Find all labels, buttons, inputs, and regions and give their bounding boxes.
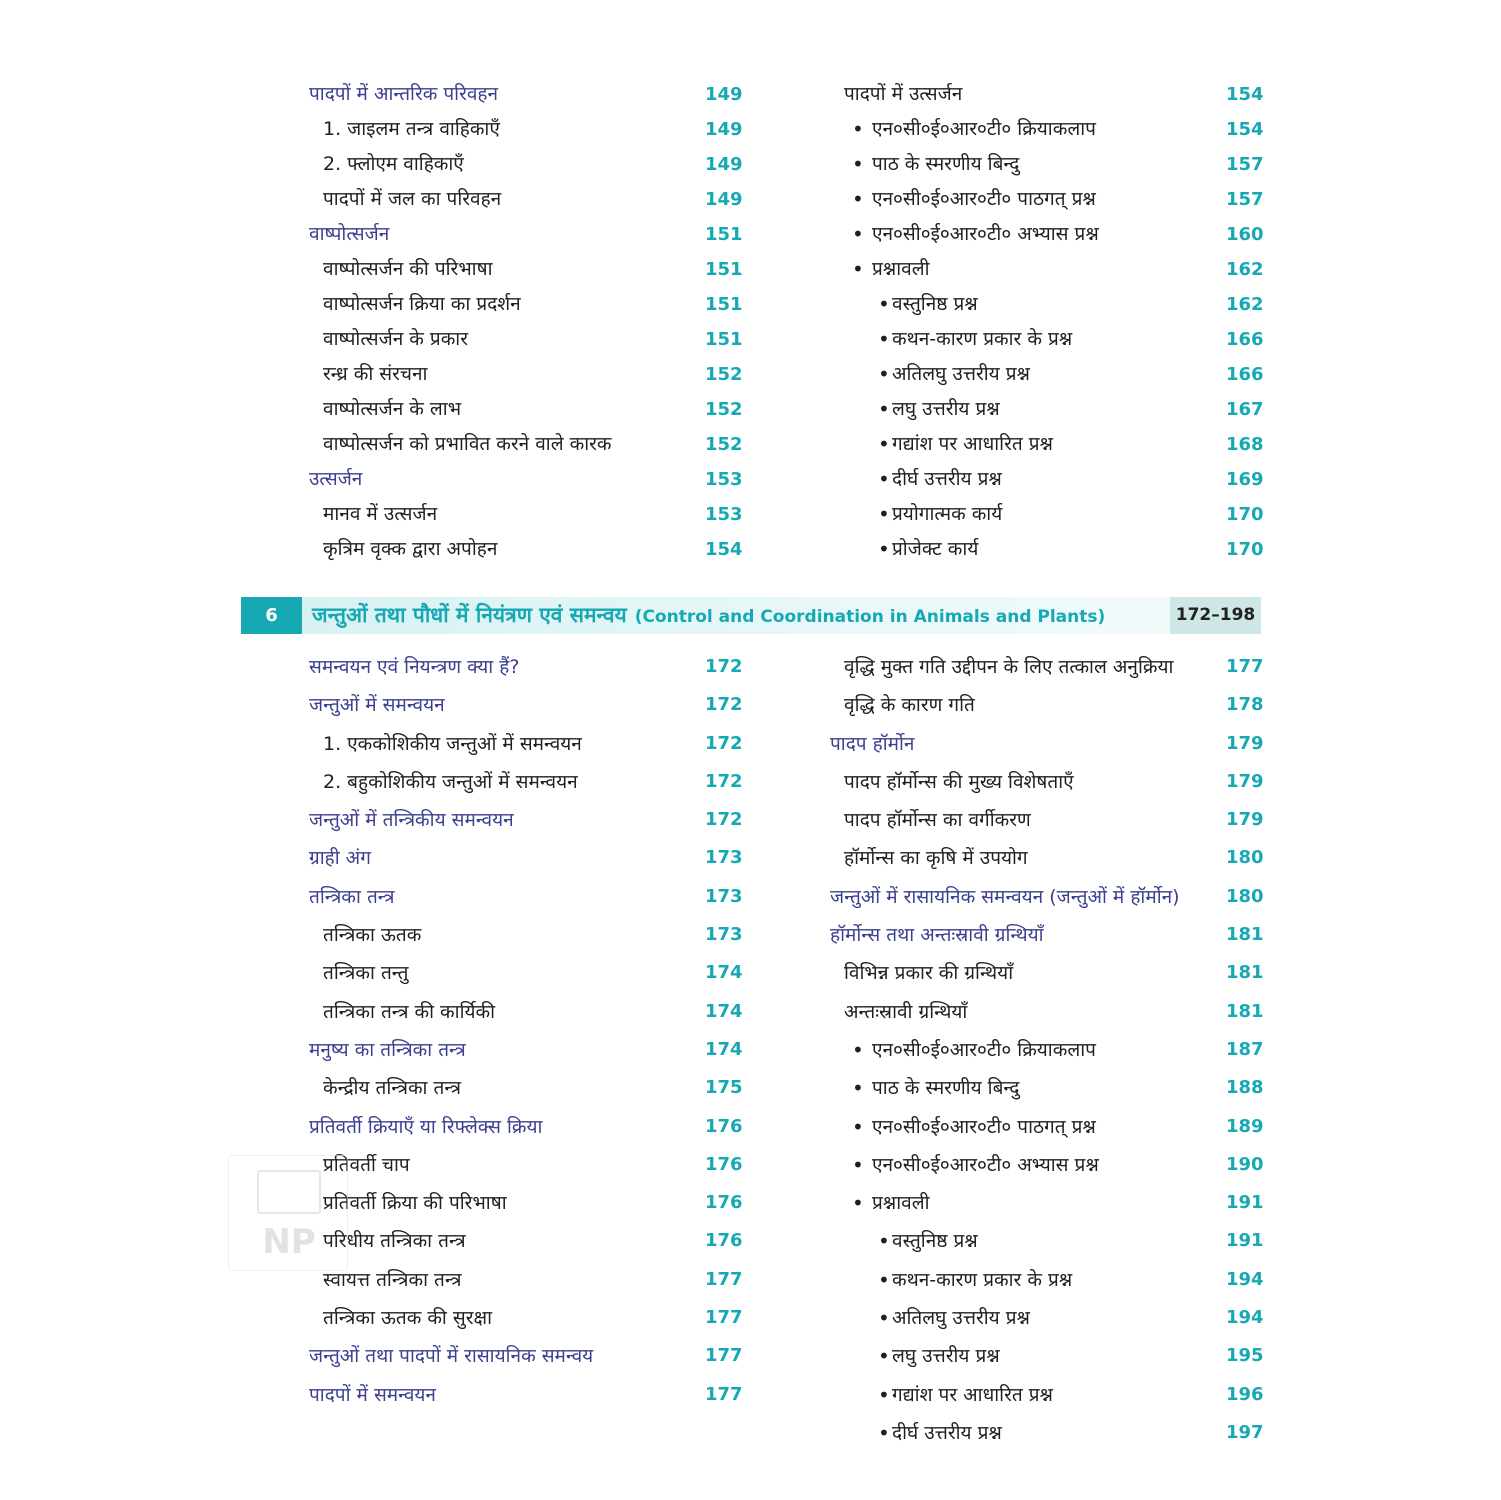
toc-entry-title: विभिन्न प्रकार की ग्रन्थियाँ xyxy=(844,962,1014,985)
toc-entry-title: गद्यांश पर आधारित प्रश्न xyxy=(892,1383,1053,1406)
toc-entry-title: 2. फ्लोएम वाहिकाएँ xyxy=(323,153,464,175)
toc-entry[interactable] xyxy=(309,1376,749,1414)
toc-entry[interactable] xyxy=(309,1031,749,1069)
toc-entry[interactable] xyxy=(830,497,1264,532)
toc-entry-title: लघु उत्तरीय प्रश्न xyxy=(892,398,1000,420)
toc-entry[interactable] xyxy=(830,532,1264,567)
toc-column-top-right xyxy=(830,77,1264,567)
toc-entry-page: 197 xyxy=(1226,1421,1264,1443)
bullet-icon: • xyxy=(878,1382,890,1407)
toc-entry[interactable] xyxy=(830,1299,1264,1337)
toc-entry[interactable] xyxy=(309,1261,749,1299)
bullet-icon: • xyxy=(852,117,864,141)
toc-entry-title: पादपों में उत्सर्जन xyxy=(844,83,963,105)
toc-entry[interactable] xyxy=(830,1376,1264,1414)
toc-entry-page: 189 xyxy=(1226,1115,1264,1137)
toc-entry-title: समन्वयन एवं नियन्त्रण क्या हैं? xyxy=(309,656,520,678)
toc-entry[interactable] xyxy=(309,725,749,763)
toc-entry-title: जन्तुओं में रासायनिक समन्वयन (जन्तुओं में हॉर्मोन) xyxy=(830,885,1180,908)
toc-entry-title: प्रतिवर्ती क्रिया की परिभाषा xyxy=(323,1192,507,1215)
toc-entry-page: 176 xyxy=(705,1192,743,1214)
toc-entry-page: 168 xyxy=(1226,434,1264,455)
toc-entry-page: 180 xyxy=(1226,847,1264,869)
toc-entry[interactable] xyxy=(830,322,1264,357)
toc-entry[interactable] xyxy=(309,427,749,462)
bullet-icon: • xyxy=(878,1420,890,1445)
toc-entry-page: 195 xyxy=(1226,1345,1264,1367)
bullet-icon: • xyxy=(878,292,890,316)
bullet-icon: • xyxy=(878,397,890,421)
bullet-icon: • xyxy=(852,152,864,176)
toc-entry-page: 172 xyxy=(705,770,743,792)
toc-entry-title: प्रश्नावली xyxy=(872,1192,930,1215)
toc-entry-title: प्रयोगात्मक कार्य xyxy=(892,503,1003,525)
toc-entry-page: 154 xyxy=(705,539,743,560)
bullet-icon: • xyxy=(852,1152,864,1177)
toc-entry[interactable] xyxy=(309,112,749,147)
toc-entry-page: 152 xyxy=(705,399,743,420)
toc-entry-title: पादप हॉर्मोन्स की मुख्य विशेषताएँ xyxy=(844,770,1074,793)
toc-entry[interactable] xyxy=(309,954,749,992)
toc-entry-title: गद्यांश पर आधारित प्रश्न xyxy=(892,433,1053,455)
toc-entry-page: 149 xyxy=(705,154,743,175)
toc-entry[interactable] xyxy=(830,1031,1264,1069)
toc-entry-page: 173 xyxy=(705,847,743,869)
toc-entry[interactable] xyxy=(309,1299,749,1337)
toc-entry-title: एन०सी०ई०आर०टी० क्रियाकलाप xyxy=(872,118,1096,140)
toc-entry-page: 166 xyxy=(1226,329,1264,350)
toc-entry-page: 181 xyxy=(1226,962,1264,984)
toc-entry[interactable] xyxy=(830,392,1264,427)
toc-entry-page: 194 xyxy=(1226,1307,1264,1329)
toc-entry-title: स्वायत्त तन्त्रिका तन्त्र xyxy=(323,1268,462,1291)
toc-entry-page: 157 xyxy=(1226,189,1264,210)
toc-entry-title: एन०सी०ई०आर०टी० पाठगत् प्रश्न xyxy=(872,188,1096,210)
bullet-icon: • xyxy=(878,537,890,561)
toc-entry-title: पाठ के स्मरणीय बिन्दु xyxy=(872,153,1020,175)
toc-entry-title: तन्त्रिका तन्तु xyxy=(323,962,409,985)
toc-entry-page: 179 xyxy=(1226,809,1264,831)
toc-entry[interactable] xyxy=(830,182,1264,217)
toc-entry-title: तन्त्रिका ऊतक की सुरक्षा xyxy=(323,1307,493,1330)
book-icon xyxy=(257,1170,321,1214)
toc-entry-page: 191 xyxy=(1226,1230,1264,1252)
toc-entry[interactable] xyxy=(830,217,1264,252)
bullet-icon: • xyxy=(878,327,890,351)
toc-entry-page: 152 xyxy=(705,364,743,385)
toc-entry-title: हॉर्मोन्स का कृषि में उपयोग xyxy=(844,847,1028,870)
toc-entry[interactable] xyxy=(830,252,1264,287)
toc-entry-page: 177 xyxy=(705,1307,743,1329)
toc-entry-page: 194 xyxy=(1226,1268,1264,1290)
toc-entry-page: 177 xyxy=(705,1345,743,1367)
toc-entry-title: एन०सी०ई०आर०टी० अभ्यास प्रश्न xyxy=(872,1153,1099,1176)
toc-entry[interactable] xyxy=(309,252,749,287)
toc-entry[interactable] xyxy=(309,763,749,801)
bullet-icon: • xyxy=(852,222,864,246)
toc-entry-page: 162 xyxy=(1226,259,1264,280)
toc-entry[interactable] xyxy=(830,763,1264,801)
toc-entry-page: 181 xyxy=(1226,924,1264,946)
toc-entry[interactable] xyxy=(830,427,1264,462)
toc-entry-title: एन०सी०ई०आर०टी० क्रियाकलाप xyxy=(872,1038,1096,1061)
toc-entry-title: एन०सी०ई०आर०टी० अभ्यास प्रश्न xyxy=(872,223,1099,245)
toc-entry-page: 178 xyxy=(1226,694,1264,716)
toc-entry[interactable] xyxy=(309,497,749,532)
toc-entry-page: 149 xyxy=(705,189,743,210)
toc-entry-title: उत्सर्जन xyxy=(309,468,363,490)
toc-entry-title: वाष्पोत्सर्जन को प्रभावित करने वाले कारक xyxy=(323,433,612,455)
toc-entry-page: 173 xyxy=(705,924,743,946)
toc-entry-page: 167 xyxy=(1226,399,1264,420)
toc-entry[interactable] xyxy=(830,993,1264,1031)
toc-entry[interactable] xyxy=(830,916,1264,954)
toc-entry-page: 162 xyxy=(1226,294,1264,315)
toc-entry-page: 177 xyxy=(705,1383,743,1405)
toc-entry-title: अतिलघु उत्तरीय प्रश्न xyxy=(892,1307,1030,1330)
toc-entry[interactable] xyxy=(309,686,749,724)
chapter-title-english: (Control and Coordination in Animals and Plants) xyxy=(634,607,1106,627)
bullet-icon: • xyxy=(852,1037,864,1062)
toc-entry-title: पादपों में आन्तरिक परिवहन xyxy=(309,83,499,105)
toc-entry[interactable] xyxy=(309,1069,749,1107)
bullet-icon: • xyxy=(878,1344,890,1369)
toc-entry-page: 187 xyxy=(1226,1038,1264,1060)
toc-entry-title: पादपों में समन्वयन xyxy=(309,1383,436,1406)
toc-entry[interactable] xyxy=(830,1184,1264,1222)
toc-entry[interactable] xyxy=(309,1222,749,1260)
toc-entry-page: 151 xyxy=(705,294,743,315)
toc-entry-page: 177 xyxy=(1226,656,1264,677)
toc-entry[interactable] xyxy=(830,1414,1264,1452)
toc-entry[interactable] xyxy=(309,287,749,322)
toc-entry-page: 176 xyxy=(705,1115,743,1137)
publisher-watermark xyxy=(228,1155,348,1271)
toc-entry-page: 174 xyxy=(705,962,743,984)
chapter-page-range: 172–198 xyxy=(1170,597,1261,634)
toc-entry[interactable] xyxy=(309,462,749,497)
toc-entry[interactable] xyxy=(830,1108,1264,1146)
bullet-icon: • xyxy=(878,467,890,491)
toc-entry-title: तन्त्रिका ऊतक xyxy=(323,924,422,947)
toc-entry-title: प्रश्नावली xyxy=(872,258,930,280)
toc-entry-title: मनुष्य का तन्त्रिका तन्त्र xyxy=(309,1038,466,1061)
toc-entry-page: 196 xyxy=(1226,1383,1264,1405)
toc-entry-title: वाष्पोत्सर्जन क्रिया का प्रदर्शन xyxy=(323,293,521,315)
toc-entry-page: 172 xyxy=(705,694,743,716)
bullet-icon: • xyxy=(878,1306,890,1331)
toc-entry[interactable] xyxy=(830,1337,1264,1375)
toc-entry-title: तन्त्रिका तन्त्र xyxy=(309,885,395,908)
toc-entry-title: वाष्पोत्सर्जन xyxy=(309,223,390,245)
toc-entry-title: पादप हॉर्मोन्स का वर्गीकरण xyxy=(844,809,1031,832)
toc-entry-title: पादप हॉर्मोन xyxy=(830,732,915,755)
toc-entry-page: 153 xyxy=(705,469,743,490)
toc-entry-title: तन्त्रिका तन्त्र की कार्यिकी xyxy=(323,1000,496,1023)
toc-entry-page: 179 xyxy=(1226,732,1264,754)
toc-entry[interactable] xyxy=(830,1222,1264,1260)
toc-entry-page: 151 xyxy=(705,329,743,350)
toc-entry-page: 191 xyxy=(1226,1192,1264,1214)
toc-entry[interactable] xyxy=(830,954,1264,992)
toc-entry-title: कथन-कारण प्रकार के प्रश्न xyxy=(892,1268,1073,1291)
toc-entry-title: एन०सी०ई०आर०टी० पाठगत् प्रश्न xyxy=(872,1115,1096,1138)
bullet-icon: • xyxy=(878,1267,890,1292)
toc-entry-title: अतिलघु उत्तरीय प्रश्न xyxy=(892,363,1030,385)
toc-entry[interactable] xyxy=(309,648,749,686)
toc-entry-title: मानव में उत्सर्जन xyxy=(323,503,438,525)
toc-entry-page: 173 xyxy=(705,885,743,907)
toc-entry-page: 180 xyxy=(1226,885,1264,907)
toc-entry[interactable] xyxy=(309,878,749,916)
chapter-title-hindi: जन्तुओं तथा पौधों में नियंत्रण एवं समन्वय xyxy=(312,603,627,627)
toc-entry-title: अन्तःस्रावी ग्रन्थियाँ xyxy=(844,1000,968,1023)
toc-entry[interactable] xyxy=(309,801,749,839)
toc-entry[interactable] xyxy=(309,916,749,954)
toc-entry-title: वस्तुनिष्ठ प्रश्न xyxy=(892,293,978,315)
toc-entry[interactable] xyxy=(830,878,1264,916)
toc-entry[interactable] xyxy=(830,801,1264,839)
toc-entry-title: ग्राही अंग xyxy=(309,847,371,870)
toc-entry-page: 175 xyxy=(705,1077,743,1099)
toc-entry-page: 149 xyxy=(705,119,743,140)
toc-entry-title: वाष्पोत्सर्जन की परिभाषा xyxy=(323,258,493,280)
toc-entry-title: रन्ध्र की संरचना xyxy=(323,363,428,385)
toc-entry-page: 174 xyxy=(705,1000,743,1022)
toc-entry-page: 154 xyxy=(1226,84,1264,105)
toc-entry[interactable] xyxy=(309,147,749,182)
toc-entry-title: 1. जाइलम तन्त्र वाहिकाएँ xyxy=(323,118,500,140)
toc-entry-page: 157 xyxy=(1226,154,1264,175)
toc-entry[interactable] xyxy=(309,77,749,112)
toc-entry-title: जन्तुओं में तन्त्रिकीय समन्वयन xyxy=(309,809,514,832)
toc-entry-title: वाष्पोत्सर्जन के प्रकार xyxy=(323,328,469,350)
toc-entry[interactable] xyxy=(830,147,1264,182)
toc-entry-page: 188 xyxy=(1226,1077,1264,1099)
toc-entry-page: 152 xyxy=(705,434,743,455)
toc-entry[interactable] xyxy=(830,357,1264,392)
toc-entry[interactable] xyxy=(830,1069,1264,1107)
toc-entry-title: केन्द्रीय तन्त्रिका तन्त्र xyxy=(323,1077,461,1100)
bullet-icon: • xyxy=(852,1114,864,1139)
toc-entry[interactable] xyxy=(830,725,1264,763)
toc-column-bottom-right xyxy=(830,648,1264,1452)
toc-entry-page: 174 xyxy=(705,1038,743,1060)
bullet-icon: • xyxy=(878,1229,890,1254)
toc-entry[interactable] xyxy=(309,392,749,427)
toc-entry-page: 172 xyxy=(705,732,743,754)
toc-entry-page: 190 xyxy=(1226,1153,1264,1175)
bullet-icon: • xyxy=(878,362,890,386)
toc-entry-page: 172 xyxy=(705,809,743,831)
watermark-text: NP xyxy=(262,1222,316,1262)
toc-entry-title: जन्तुओं तथा पादपों में रासायनिक समन्वय xyxy=(309,1345,594,1368)
toc-column-bottom-left xyxy=(309,648,749,1414)
toc-entry-page: 176 xyxy=(705,1153,743,1175)
toc-entry[interactable] xyxy=(830,112,1264,147)
toc-entry-title: प्रतिवर्ती चाप xyxy=(323,1153,410,1176)
toc-entry-title: प्रोजेक्ट कार्य xyxy=(892,538,979,560)
toc-entry[interactable] xyxy=(830,839,1264,877)
toc-entry-page: 170 xyxy=(1226,504,1264,525)
toc-entry[interactable] xyxy=(309,217,749,252)
toc-entry-title: 1. एककोशिकीय जन्तुओं में समन्वयन xyxy=(323,732,582,755)
toc-entry-title: वस्तुनिष्ठ प्रश्न xyxy=(892,1230,978,1253)
toc-entry[interactable] xyxy=(309,1108,749,1146)
toc-entry[interactable] xyxy=(830,648,1264,686)
toc-entry-title: कृत्रिम वृक्क द्वारा अपोहन xyxy=(323,538,498,560)
toc-entry[interactable] xyxy=(309,532,749,567)
toc-entry-title: जन्तुओं में समन्वयन xyxy=(309,694,445,717)
toc-entry[interactable] xyxy=(830,686,1264,724)
bullet-icon: • xyxy=(852,257,864,281)
toc-entry-title: हॉर्मोन्स तथा अन्तःस्रावी ग्रन्थियाँ xyxy=(830,924,1044,947)
toc-entry-page: 169 xyxy=(1226,469,1264,490)
bullet-icon: • xyxy=(878,502,890,526)
toc-entry[interactable] xyxy=(830,287,1264,322)
toc-entry-title: लघु उत्तरीय प्रश्न xyxy=(892,1345,1000,1368)
toc-column-top-left xyxy=(309,77,749,567)
toc-entry[interactable] xyxy=(830,1146,1264,1184)
toc-entry-title: वाष्पोत्सर्जन के लाभ xyxy=(323,398,462,420)
toc-entry-title: दीर्घ उत्तरीय प्रश्न xyxy=(892,468,1002,490)
toc-entry[interactable] xyxy=(309,993,749,1031)
toc-entry[interactable] xyxy=(309,182,749,217)
toc-entry-page: 154 xyxy=(1226,119,1264,140)
toc-entry-page: 149 xyxy=(705,84,743,105)
toc-entry-title: वृद्धि मुक्त गति उद्दीपन के लिए तत्काल अनुक्रिया xyxy=(844,656,1174,678)
toc-entry-page: 172 xyxy=(705,656,743,677)
toc-entry-page: 153 xyxy=(705,504,743,525)
toc-entry-title: पाठ के स्मरणीय बिन्दु xyxy=(872,1077,1020,1100)
bullet-icon: • xyxy=(878,432,890,456)
toc-entry-page: 160 xyxy=(1226,224,1264,245)
toc-entry-title: परिधीय तन्त्रिका तन्त्र xyxy=(323,1230,466,1253)
chapter-number: 6 xyxy=(241,597,302,634)
toc-entry-page: 179 xyxy=(1226,770,1264,792)
toc-entry[interactable] xyxy=(309,322,749,357)
toc-entry-page: 151 xyxy=(705,259,743,280)
toc-entry[interactable] xyxy=(830,1261,1264,1299)
toc-entry[interactable] xyxy=(309,839,749,877)
bullet-icon: • xyxy=(852,1076,864,1101)
toc-entry-title: 2. बहुकोशिकीय जन्तुओं में समन्वयन xyxy=(323,770,578,793)
toc-entry-page: 166 xyxy=(1226,364,1264,385)
toc-entry-title: प्रतिवर्ती क्रियाएँ या रिफ्लेक्स क्रिया xyxy=(309,1115,543,1138)
bullet-icon: • xyxy=(852,1191,864,1216)
toc-entry[interactable] xyxy=(830,77,1264,112)
toc-entry-page: 177 xyxy=(705,1268,743,1290)
toc-entry-page: 181 xyxy=(1226,1000,1264,1022)
bullet-icon: • xyxy=(852,187,864,211)
toc-entry-title: पादपों में जल का परिवहन xyxy=(323,188,502,210)
toc-entry-page: 176 xyxy=(705,1230,743,1252)
toc-entry-title: कथन-कारण प्रकार के प्रश्न xyxy=(892,328,1073,350)
toc-entry-page: 151 xyxy=(705,224,743,245)
toc-entry[interactable] xyxy=(830,462,1264,497)
chapter-title xyxy=(312,597,1105,634)
toc-entry[interactable] xyxy=(309,1337,749,1375)
toc-entry-title: वृद्धि के कारण गति xyxy=(844,694,975,717)
toc-entry-page: 170 xyxy=(1226,539,1264,560)
toc-entry[interactable] xyxy=(309,357,749,392)
chapter-banner[interactable] xyxy=(241,597,1261,634)
toc-entry[interactable] xyxy=(309,1184,749,1222)
toc-entry[interactable] xyxy=(309,1146,749,1184)
toc-entry-title: दीर्घ उत्तरीय प्रश्न xyxy=(892,1421,1002,1444)
